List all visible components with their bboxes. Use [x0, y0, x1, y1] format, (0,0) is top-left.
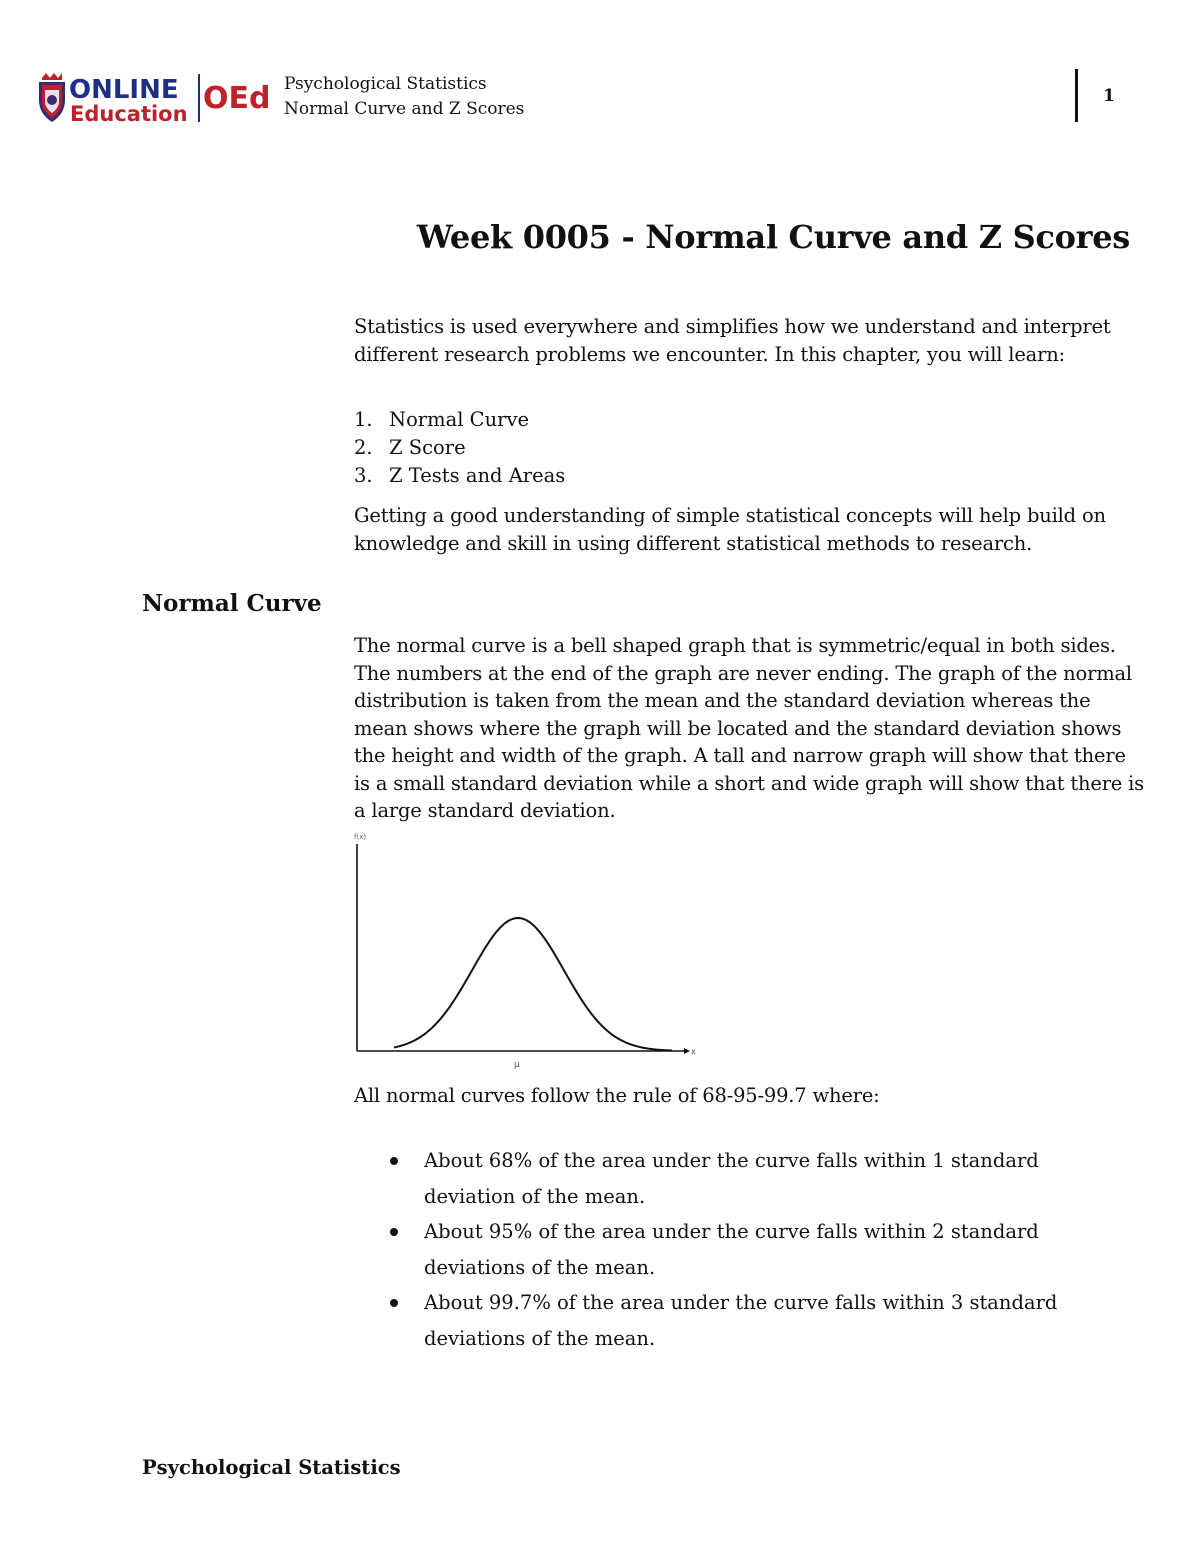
header-divider [1075, 69, 1078, 122]
bullet-icon [390, 1157, 398, 1165]
list-item [354, 406, 565, 434]
topic-name: Normal Curve and Z Scores [284, 99, 525, 119]
rule-intro: All normal curves follow the rule of 68-95-99.7 where: [354, 1084, 880, 1107]
shield-crest-icon [39, 73, 65, 122]
list-item [354, 434, 565, 462]
objectives-list [354, 406, 565, 490]
list-text: Z Tests and Areas [389, 464, 566, 487]
list-item [388, 1285, 1108, 1356]
x-axis-label: x [691, 1047, 696, 1056]
footer-course-name: Psychological Statistics [142, 1456, 401, 1479]
svg-text:Education: Education [70, 102, 188, 126]
list-text: About 99.7% of the area under the curve falls within 3 standard deviations of the mean. [424, 1291, 1058, 1350]
page-title: Week 0005 - Normal Curve and Z Scores [416, 218, 1130, 256]
intro-paragraph: Statistics is used everywhere and simplifies how we understand and interpret different research problems we encounter. In this chapter, you will learn: [354, 315, 1111, 366]
course-name: Psychological Statistics [284, 74, 487, 94]
list-number: 1. [354, 408, 373, 431]
list-item [388, 1143, 1108, 1214]
list-text: Normal Curve [389, 408, 530, 431]
list-text: About 68% of the area under the curve falls within 1 standard deviation of the mean. [424, 1149, 1039, 1208]
page-number: 1 [1103, 86, 1115, 106]
bullet-icon [390, 1228, 398, 1236]
list-text: About 95% of the area under the curve falls within 2 standard deviations of the mean. [424, 1220, 1039, 1279]
section-heading: Normal Curve [142, 590, 322, 617]
list-number: 2. [354, 436, 373, 459]
normal-curve-paragraph: The normal curve is a bell shaped graph that is symmetric/equal in both sides. The numbers at the end of the graph are never ending. The graph of the normal distribution is taken from the mean and the standard deviation whereas the mean shows where the graph will be located and the standard deviation shows the height and width of the graph. A tall and narrow graph will show that there is a small standard deviation while a short and wide graph will show that there is a large standard deviation. [354, 634, 1144, 822]
empirical-rule-list [388, 1143, 1108, 1356]
list-item [388, 1214, 1108, 1285]
bullet-icon [390, 1299, 398, 1307]
svg-text:OEd: OEd [203, 81, 271, 116]
y-axis-label: f(x) [354, 833, 367, 841]
x-axis-arrow [684, 1048, 690, 1054]
svg-text:ONLINE: ONLINE [69, 75, 179, 105]
normal-curve-figure [340, 830, 710, 1070]
list-text: Z Score [389, 436, 466, 459]
bell-curve [394, 918, 672, 1051]
mean-label: μ [514, 1060, 520, 1070]
online-education-logo [36, 70, 272, 126]
list-item [354, 462, 565, 490]
list-number: 3. [354, 464, 373, 487]
header-text [284, 72, 524, 122]
closing-paragraph: Getting a good understanding of simple statistical concepts will help build on knowledge and skill in using different statistical methods to research. [354, 504, 1106, 555]
